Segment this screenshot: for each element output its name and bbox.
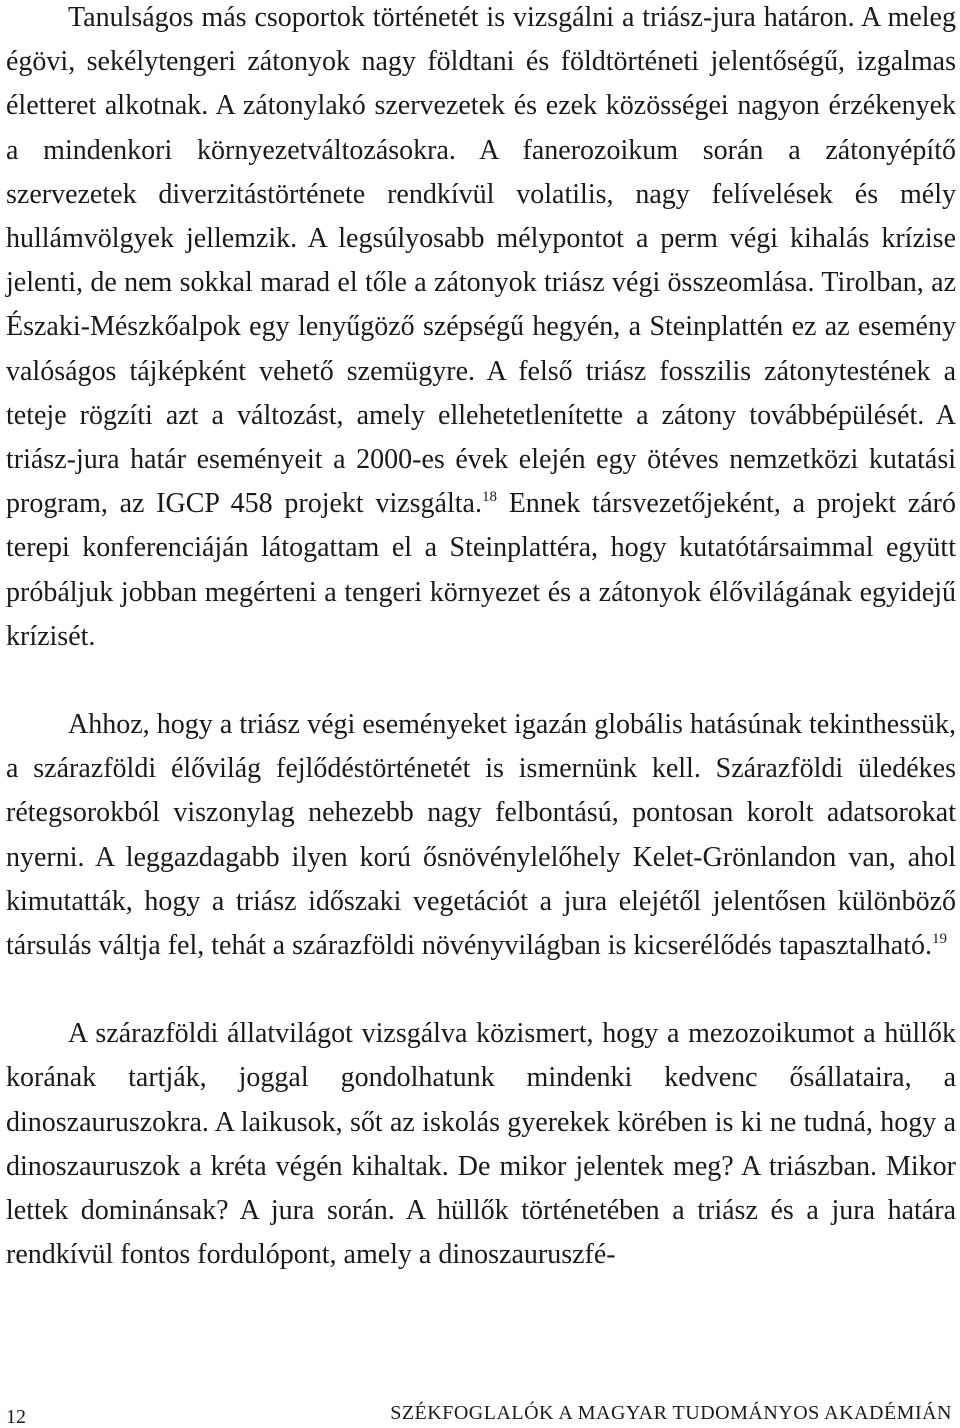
page-number: 12 bbox=[6, 1406, 26, 1428]
paragraph-dinoszauruszok bbox=[6, 1012, 956, 1277]
footnote-marker-19: 19 bbox=[931, 931, 947, 948]
paragraph-text: Tanulságos más csoportok történetét is vizsgálni a triász-jura határon. A meleg égövi, sekélytengeri zátonyok nagy földtani és földtörténeti jelentőségű, izgalmas életteret alkotnak. A zátonylakó szervezetek és ezek közösségei nagyon érzékenyek a mindenkori környezetváltozásokra. A fanerozoikum során a zátonyépítő szervezetek diverzitástörténete rendkívül volatilis, nagy felívelések és mély hullámvölgyek jellemzik. A legsúlyosabb mélypontot a perm végi kihalás krízise jelenti, de nem sokkal marad el tőle a zátonyok triász végi összeomlása. Tirolban, az Északi-Mészkőalpok egy lenyűgöző szépségű hegyén, a Steinplattén ez az esemény valóságos tájképként vehető szemügyre. A felső triász fosszilis zátonytestének a teteje rögzíti azt a változást, amely ellehetetlenítette a zátony továbbépülését. A triász-jura határ eseményeit a 2000-es évek elején egy ötéves nemzetközi kutatási program, az IGCP 458 projekt vizsgálta. bbox=[6, 2, 956, 520]
paragraph-text-continued: Ennek társvezetőjeként, a projekt záró terepi konferenciáján látogattam el a Steinplattéra, hogy kutatótársaimmal együtt próbáljuk jobban megérteni a tengeri környezet és a zátonyok élővilágának egyidejű krízisét. bbox=[6, 488, 956, 652]
body-text bbox=[6, 0, 956, 1277]
paragraph-zatonyok bbox=[6, 0, 956, 659]
running-footer-title: SZÉKFOGLALÓK A MAGYAR TUDOMÁNYOS AKADÉMIÁN bbox=[390, 1402, 952, 1424]
paragraph-text: A szárazföldi állatvilágot vizsgálva közismert, hogy a mezozoikumot a hüllők korának tartják, joggal gondolhatunk mindenki kedvenc ősállataira, a dinoszauruszokra. A laikusok, sőt az iskolás gyerekek körében is ki ne tudná, hogy a dinoszauruszok a kréta végén kihaltak. De mikor jelentek meg? A triászban. Mikor lettek dominánsak? A jura során. A hüllők történetében a triász és a jura határa rendkívül fontos fordulópont, amely a dinoszauruszfé- bbox=[6, 1018, 956, 1271]
footnote-marker-18: 18 bbox=[481, 489, 497, 506]
paragraph-szarazfoldi-elovilag bbox=[6, 703, 956, 968]
paragraph-text: Ahhoz, hogy a triász végi eseményeket igazán globális hatásúnak tekinthessük, a szárazföldi élővilág fejlődéstörténetét is ismernünk kell. Szárazföldi üledékes rétegsorokból viszonylag nehezebb nagy felbontású, pontosan korolt adatsorokat nyerni. A leggazdagabb ilyen korú ősnövénylelőhely Kelet-Grönlandon van, ahol kimutatták, hogy a triász időszaki vegetációt a jura elejétől jelentősen különböző társulás váltja fel, tehát a szárazföldi növényvilágban is kicserélődés tapasztalható. bbox=[6, 709, 956, 962]
